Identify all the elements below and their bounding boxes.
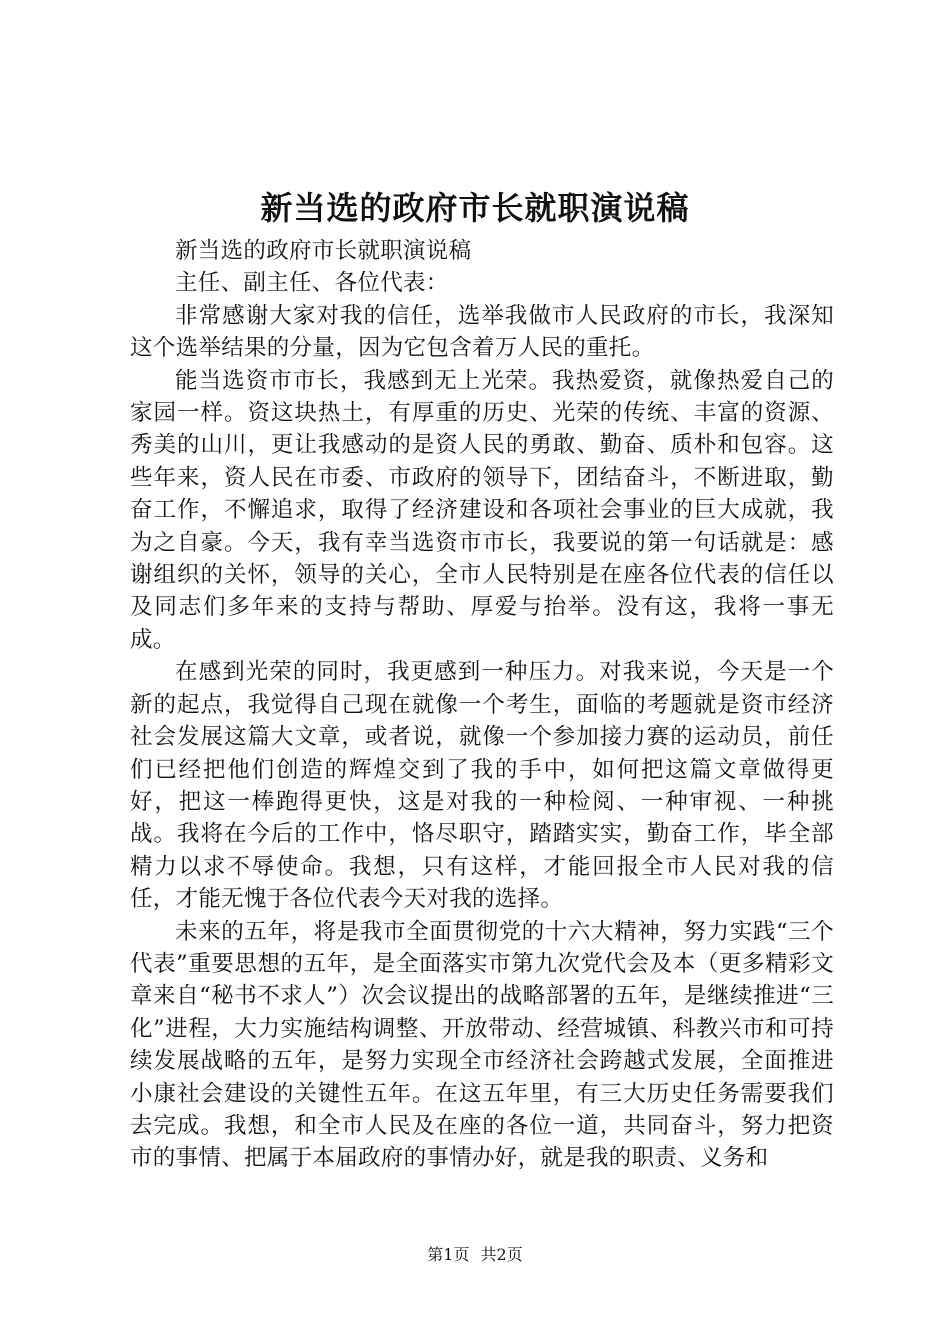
paragraph: 非常感谢大家对我的信任，选举我做市人民政府的市长，我深知这个选举结果的分量，因为它包含着万人民的重托。 xyxy=(130,302,834,362)
paragraph: 未来的五年，将是我市全面贯彻党的十六大精神，努力实践“三个代表”重要思想的五年，是全面落实市第九次党代会及本（更多精彩文章来自“秘书不求人”）次会议提出的战略部署的五年，是继续推进“三化”进程，大力实施结构调整、开放带动、经营城镇、科教兴市和可持续发展战略的五年，是努力实现全市经济社会跨越式发展，全面推进小康社会建设的关键性五年。在这五年里，有三大历史任务需要我们去完成。我想，和全市人民及在座的各位一道，共同奋斗，努力把资市的事情、把属于本届政府的事情办好，就是我的职责、义务和 xyxy=(130,918,834,1172)
page-number: 第1页 xyxy=(427,1245,470,1264)
paragraph: 能当选资市市长，我感到无上光荣。我热爱资，就像热爱自己的家园一样。资这块热土，有厚重的历史、光荣的传统、丰富的资源、秀美的山川，更让我感动的是资人民的勇敢、勤奋、质朴和包容。这些年来，资人民在市委、市政府的领导下，团结奋斗，不断进取，勤奋工作，不懈追求，取得了经济建设和各项社会事业的巨大成就，我为之自豪。今天，我有幸当选资市市长，我要说的第一句话就是：感谢组织的关怀，领导的关心，全市人民特别是在座各位代表的信任以及同志们多年来的支持与帮助、厚爱与抬举。没有这，我将一事无成。 xyxy=(130,367,834,653)
document-body xyxy=(130,235,834,1175)
document-title: 新当选的政府市长就职演说稿 xyxy=(260,189,690,227)
page-footer xyxy=(0,1244,950,1266)
paragraph-subtitle: 新当选的政府市长就职演说稿 xyxy=(175,238,472,264)
page-total: 共2页 xyxy=(480,1245,523,1264)
paragraph: 在感到光荣的同时，我更感到一种压力。对我来说，今天是一个新的起点，我觉得自己现在就像一个考生，面临的考题就是资市经济社会发展这篇大文章，或者说，就像一个参加接力赛的运动员，前任们已经把他们创造的辉煌交到了我的手中，如何把这篇文章做得更好，把这一棒跑得更快，这是对我的一种检阅、一种审视、一种挑战。我将在今后的工作中，恪尽职守，踏踏实实，勤奋工作，毕全部精力以求不辱使命。我想，只有这样，才能回报全市人民对我的信任，才能无愧于各位代表今天对我的选择。 xyxy=(130,659,834,913)
paragraph-salutation: 主任、副主任、各位代表： xyxy=(175,270,449,297)
